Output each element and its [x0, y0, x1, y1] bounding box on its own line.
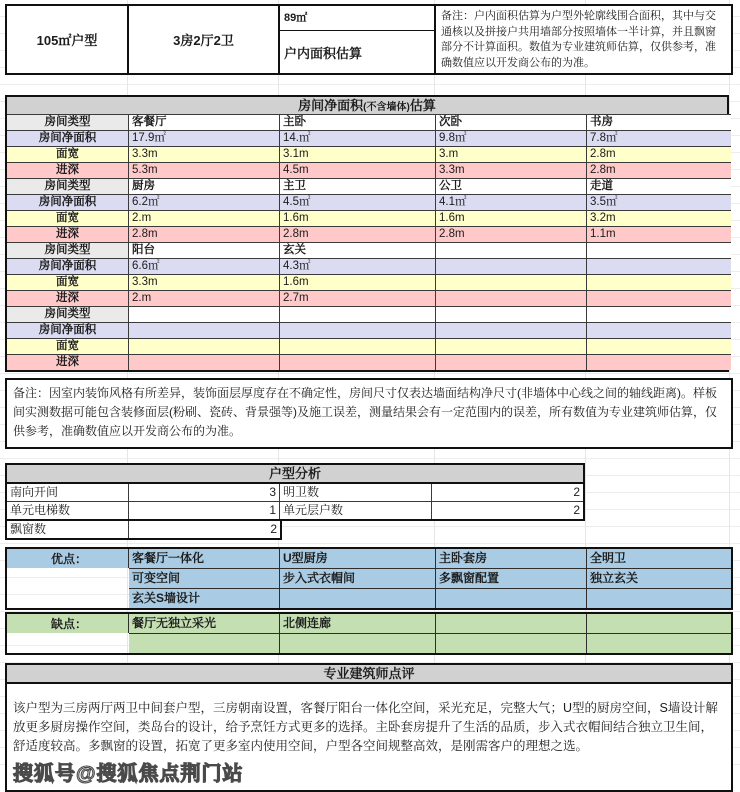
room-area-cell: 6.2㎡: [129, 194, 280, 210]
watermark-text: 搜狐号@搜狐焦点荆门站: [13, 763, 244, 785]
room-depth-cell: [587, 354, 731, 370]
analysis-label: 南向开间: [7, 484, 129, 501]
table-row: [7, 130, 727, 146]
room-type-cell: 玄关: [280, 242, 436, 258]
room-depth-cell: [436, 354, 587, 370]
room-width-cell: [587, 338, 731, 354]
analysis-label: 明卫数: [280, 484, 432, 501]
review-box: [5, 682, 733, 792]
analysis-row: [7, 501, 583, 519]
table-row: [7, 354, 727, 370]
room-area-cell: 17.9㎡: [129, 130, 280, 146]
room-width-cell: 2.8m: [587, 146, 731, 162]
cons-item: 北侧连廊: [280, 614, 436, 633]
table-row: [7, 274, 727, 290]
room-type-cell: 厨房: [129, 178, 280, 194]
pros-item: [587, 588, 731, 608]
unit-summary-header: [5, 4, 733, 75]
pros-item: 可变空间: [129, 568, 280, 588]
room-area-cell: [587, 258, 731, 274]
row-label: 房间净面积: [7, 130, 129, 146]
room-area-table: [5, 95, 729, 372]
room-depth-cell: 2.m: [129, 290, 280, 306]
room-width-cell: 3.1m: [280, 146, 436, 162]
room-depth-cell: 5.3m: [129, 162, 280, 178]
unit-size-cell: 105㎡户型: [7, 6, 129, 73]
table-row: [7, 162, 727, 178]
room-width-cell: [587, 274, 731, 290]
room-area-cell: [436, 322, 587, 338]
room-area-cell: [436, 258, 587, 274]
room-depth-cell: [280, 354, 436, 370]
room-type-cell: 主卫: [280, 178, 436, 194]
room-depth-cell: [436, 290, 587, 306]
row-label: 进深: [7, 354, 129, 370]
room-type-cell: 主卧: [280, 114, 436, 130]
cons-item: [436, 633, 587, 653]
row-label: 进深: [7, 226, 129, 242]
row-label: 房间类型: [7, 306, 129, 322]
room-area-cell: 4.1㎡: [436, 194, 587, 210]
room-type-cell: 公卫: [436, 178, 587, 194]
room-area-cell: 6.6㎡: [129, 258, 280, 274]
room-type-cell: 阳台: [129, 242, 280, 258]
cons-block: [5, 612, 733, 655]
analysis-label: 飘窗数: [7, 521, 129, 538]
pros-item: U型厨房: [280, 549, 436, 568]
row-label: 房间净面积: [7, 194, 129, 210]
analysis-label: 单元电梯数: [7, 502, 129, 519]
table-row: [7, 322, 727, 338]
table-row: [7, 226, 727, 242]
room-area-cell: [129, 322, 280, 338]
room-type-cell: [280, 306, 436, 322]
analysis-rows: [5, 482, 585, 521]
title-main: 房间净面积: [298, 98, 364, 113]
indoor-area-value: 89㎡: [280, 6, 434, 31]
room-width-cell: 2.m: [129, 210, 280, 226]
room-area-cell: 4.5㎡: [280, 194, 436, 210]
room-type-cell: 次卧: [436, 114, 587, 130]
room-width-cell: [129, 338, 280, 354]
table-row: [7, 210, 727, 226]
room-count-cell: 3房2厅2卫: [129, 6, 280, 73]
table-row: [7, 242, 727, 258]
room-type-cell: 客餐厅: [129, 114, 280, 130]
analysis-value: 2: [129, 521, 280, 538]
row-label: 房间净面积: [7, 258, 129, 274]
analysis-value: 2: [432, 484, 583, 501]
row-label: 进深: [7, 290, 129, 306]
pros-item: [436, 588, 587, 608]
row-label: 房间类型: [7, 242, 129, 258]
pros-item: 全明卫: [587, 549, 731, 568]
room-depth-cell: 4.5m: [280, 162, 436, 178]
analysis-row: [7, 484, 583, 501]
review-title: 专业建筑师点评: [5, 663, 733, 684]
room-area-cell: 9.8㎡: [436, 130, 587, 146]
room-type-cell: 走道: [587, 178, 731, 194]
room-type-cell: [587, 242, 731, 258]
analysis-value: 3: [129, 484, 280, 501]
analysis-title: 户型分析: [5, 463, 585, 484]
review-text: 该户型为三房两厅两卫中间套户型，三房朝南设置，客餐厅阳台一体化空间，采光充足，完整大气；U型的厨房空间，S墙设计解放更多厨房操作空间，类岛台的设计，给予烹饪方式更多的选择。主卧套房提升了生活的品质，步入式衣帽间结合独立卫生间，舒适度较高。多飘窗的设置，拓宽了更多室内使用空间，户型各空间规整高效，是刚需客户的理想之选。: [13, 701, 718, 753]
analysis-value: 2: [432, 502, 583, 519]
room-width-cell: 1.6m: [436, 210, 587, 226]
row-label: 房间类型: [7, 114, 129, 130]
analysis-label: 单元层户数: [280, 502, 432, 519]
area-table-title: [5, 95, 729, 114]
room-type-cell: [587, 306, 731, 322]
room-depth-cell: 1.1m: [587, 226, 731, 242]
cons-item: [587, 614, 731, 633]
pros-label: 优点：: [7, 549, 129, 568]
table-row: [7, 306, 727, 322]
table-row: [7, 194, 727, 210]
cons-item: [129, 633, 280, 653]
analysis-value: 1: [129, 502, 280, 519]
cons-item: [280, 633, 436, 653]
room-width-cell: 1.6m: [280, 274, 436, 290]
table-row: [7, 178, 727, 194]
cons-label: 缺点：: [7, 614, 129, 633]
room-width-cell: [436, 338, 587, 354]
room-width-cell: [436, 274, 587, 290]
pros-item: 步入式衣帽间: [280, 568, 436, 588]
table-row: [7, 258, 727, 274]
table-row: [7, 146, 727, 162]
indoor-area-label: 户内面积估算: [284, 45, 363, 61]
row-label: 面宽: [7, 146, 129, 162]
cons-item: 餐厅无独立采光: [129, 614, 280, 633]
row-label: 房间类型: [7, 178, 129, 194]
room-depth-cell: [129, 354, 280, 370]
room-area-cell: [280, 322, 436, 338]
room-width-cell: 3.2m: [587, 210, 731, 226]
room-depth-cell: 2.8m: [129, 226, 280, 242]
pros-item: 独立玄关: [587, 568, 731, 588]
row-label: 面宽: [7, 338, 129, 354]
room-depth-cell: 2.8m: [587, 162, 731, 178]
room-depth-cell: 2.8m: [436, 226, 587, 242]
area-table-body: [5, 114, 729, 372]
table-row: [7, 338, 727, 354]
room-depth-cell: 2.7m: [280, 290, 436, 306]
pros-item: 多飘窗配置: [436, 568, 587, 588]
title-paren: (不含墙体): [363, 102, 410, 113]
room-area-cell: 3.5㎡: [587, 194, 731, 210]
pros-item: 客餐厅一体化: [129, 549, 280, 568]
room-area-cell: 14.㎡: [280, 130, 436, 146]
room-width-cell: 1.6m: [280, 210, 436, 226]
room-width-cell: 3.3m: [129, 146, 280, 162]
room-area-cell: 4.3㎡: [280, 258, 436, 274]
table-row: [7, 114, 727, 130]
row-label: 房间净面积: [7, 322, 129, 338]
row-label: 面宽: [7, 274, 129, 290]
cons-item: [436, 614, 587, 633]
measurement-note: 备注：因室内装饰风格有所差异，装饰面层厚度存在不确定性，房间尺寸仅表达墙面结构净尺寸(非墙体中心线之间的轴线距离)。样板间实测数据可能包含装修面层(粉刷、瓷砖、背景强等)及施工误差，测量结果会有一定范围内的误差，所有数值为专业建筑师估算，仅供参考，准确数值应以开发商公布的为准。: [5, 378, 733, 449]
pros-item: [280, 588, 436, 608]
room-type-cell: [436, 306, 587, 322]
room-width-cell: 3.m: [436, 146, 587, 162]
table-row: [7, 290, 727, 306]
row-label: 进深: [7, 162, 129, 178]
room-depth-cell: 2.8m: [280, 226, 436, 242]
room-type-cell: [436, 242, 587, 258]
room-area-cell: [587, 322, 731, 338]
room-type-cell: 书房: [587, 114, 731, 130]
analysis-row: [5, 519, 282, 540]
row-label: 面宽: [7, 210, 129, 226]
pros-item: 玄关S墙设计: [129, 588, 280, 608]
room-area-cell: 7.8㎡: [587, 130, 731, 146]
room-depth-cell: [587, 290, 731, 306]
header-note: 备注：户内面积估算为户型外轮廓线围合面积，其中与交通核以及拼接户共用墙部分按照墙体一半计算，并且飘窗部分不计算面积。数值为专业建筑师估算，仅供参考，准确数值应以开发商公布的为准。: [436, 6, 731, 73]
indoor-area-cell: [280, 6, 436, 73]
layout-analysis-table: [5, 463, 585, 540]
architect-review: [5, 663, 733, 792]
room-width-cell: 3.3m: [129, 274, 280, 290]
room-depth-cell: 3.3m: [436, 162, 587, 178]
room-type-cell: [129, 306, 280, 322]
pros-block: [5, 547, 733, 610]
room-width-cell: [280, 338, 436, 354]
title-tail: 估算: [409, 98, 436, 113]
pros-item: 主卧套房: [436, 549, 587, 568]
cons-item: [587, 633, 731, 653]
